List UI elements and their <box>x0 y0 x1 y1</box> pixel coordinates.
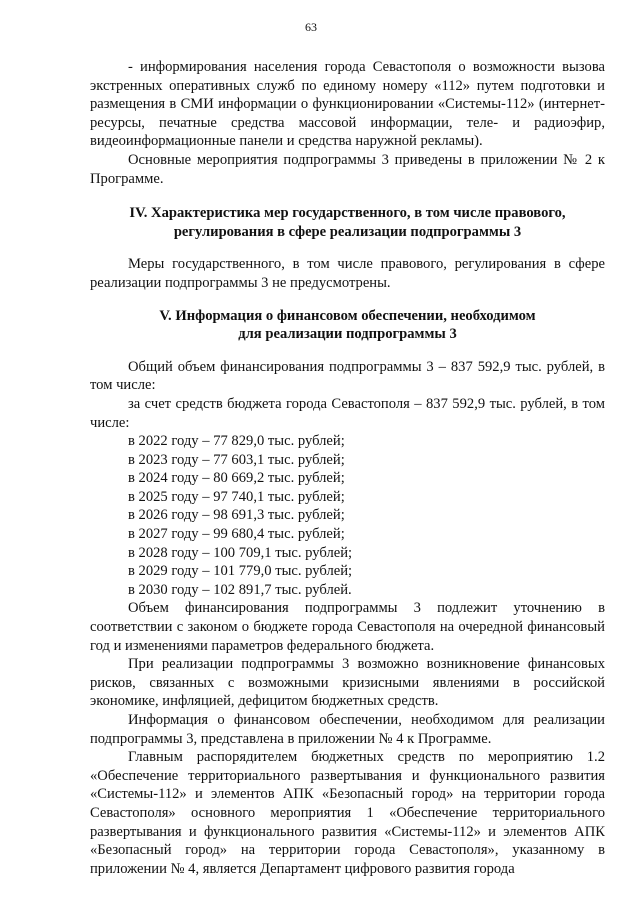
budget-manager-paragraph: Главным распорядителем бюджетных средств по мероприятию 1.2 «Обеспечение территориального развертывания и функционального развития «Системы-112» и элементов АПК «Безопасный город» на территории города Севастополя» основного мероприятия 1 «Обеспечение территориального развертывания и функционального развития «Системы-112» и элементов АПК «Безопасный город» на территории города Севастополя», указанному в приложении № 4, является Департамент цифрового развития города <box>90 749 605 877</box>
section-4-title-line-1: IV. Характеристика мер государственного, в том числе правового, <box>129 205 566 222</box>
funding-adjustment-paragraph: Объем финансирования подпрограммы 3 подлежит уточнению в соответствии с законом о бюджете города Севастополя на очередной финансовый год и изменениями параметров федерального бюджета. <box>90 600 605 654</box>
total-funding-paragraph: Общий объем финансирования подпрограммы 3 – 837 592,9 тыс. рублей, в том числе: <box>90 358 605 394</box>
funding-info-paragraph: Информация о финансовом обеспечении, необходимом для реализации подпрограммы 3, представлена в приложении № 4 к Программе. <box>90 712 605 747</box>
budget-funding-paragraph: за счет средств бюджета города Севастополя – 837 592,9 тыс. рублей, в том числе: <box>90 395 605 431</box>
funding-year-2028: в 2028 году – 100 709,1 тыс. рублей; <box>128 544 353 561</box>
page-number: 63 <box>305 20 317 34</box>
section-4-heading <box>90 204 605 241</box>
intro-paragraph-2: Основные мероприятия подпрограммы 3 приведены в приложении № 2 к Программе. <box>90 151 605 187</box>
funding-year-2023: в 2023 году – 77 603,1 тыс. рублей; <box>128 451 345 468</box>
section-5-title-line-2: для реализации подпрограммы 3 <box>238 326 457 343</box>
page-content <box>90 58 605 878</box>
section-5-title-line-1: V. Информация о финансовом обеспечении, необходимом <box>159 307 536 324</box>
funding-year-2022: в 2022 году – 77 829,0 тыс. рублей; <box>128 433 345 450</box>
funding-year-2026: в 2026 году – 98 691,3 тыс. рублей; <box>128 507 345 524</box>
intro-paragraph-1: - информирования населения города Севастополя о возможности вызова экстренных оперативных служб по единому номеру «112» путем подготовки и размещения в СМИ информации о функционировании «Системы-112» (интернет-ресурсы, печатные средства массовой информации, теле- и радиоэфир, видеоинформационные панели и средства наружной рекламы). <box>90 59 605 150</box>
funding-year-2024: в 2024 году – 80 669,2 тыс. рублей; <box>128 470 345 487</box>
section-4-title-line-2: регулирования в сфере реализации подпрограммы 3 <box>173 223 522 240</box>
section-4-paragraph: Меры государственного, в том числе правового, регулирования в сфере реализации подпрограммы 3 не предусмотрены. <box>90 256 605 291</box>
funding-year-2029: в 2029 году – 101 779,0 тыс. рублей; <box>128 563 353 580</box>
funding-year-2027: в 2027 году – 99 680,4 тыс. рублей; <box>128 526 345 543</box>
financial-risks-paragraph: При реализации подпрограммы 3 возможно возникновение финансовых рисков, связанных с возможными кризисными явлениями в российской экономике, инфляцией, дефицитом бюджетных средств. <box>90 656 605 710</box>
funding-year-2030: в 2030 году – 102 891,7 тыс. рублей. <box>128 581 352 598</box>
section-5-heading <box>90 307 605 344</box>
funding-year-2025: в 2025 году – 97 740,1 тыс. рублей; <box>128 488 345 505</box>
funding-by-year-list <box>90 432 605 599</box>
